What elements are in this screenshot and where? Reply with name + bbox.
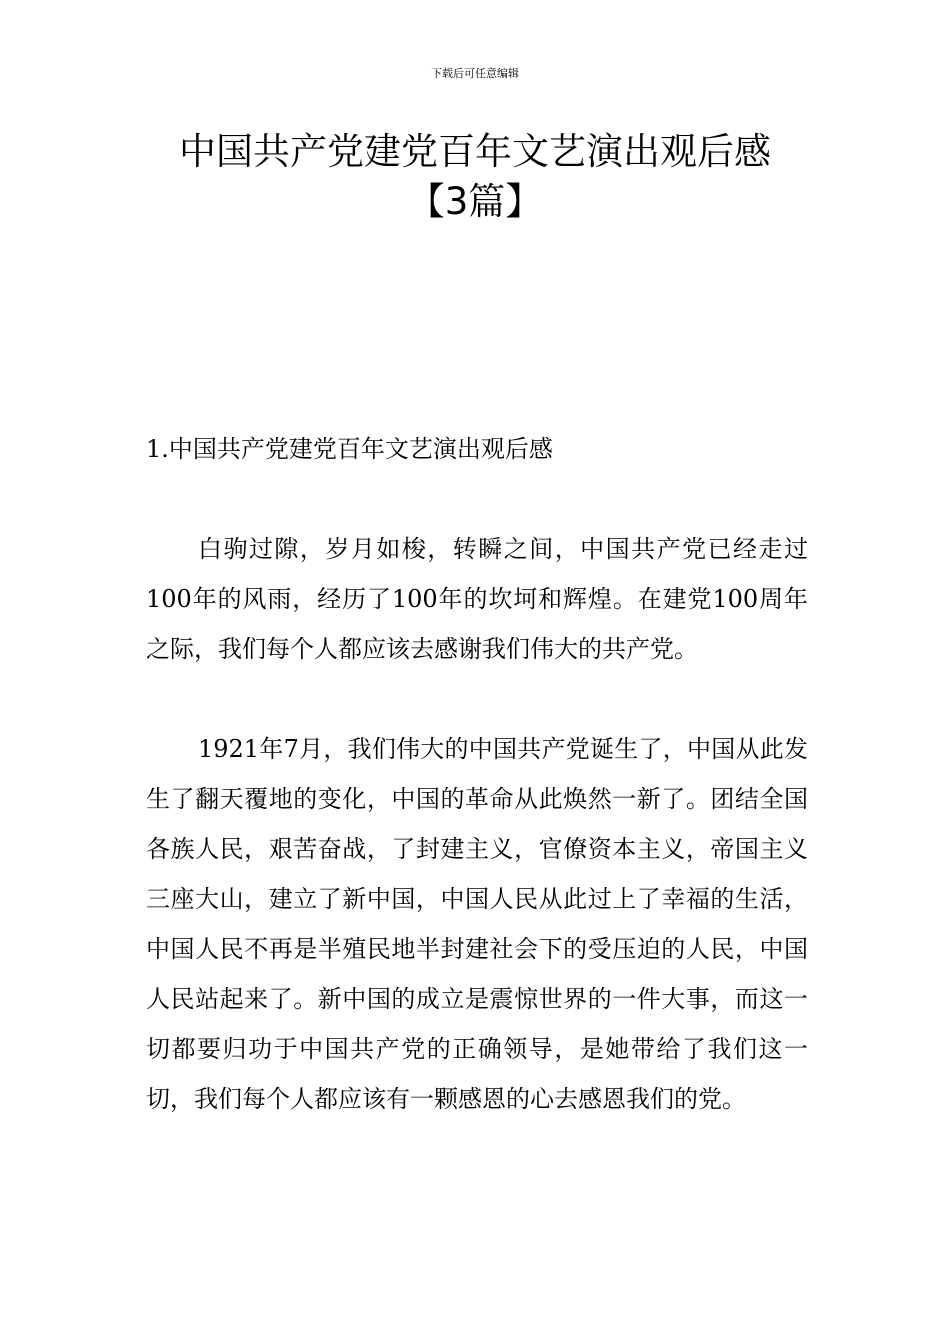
document-title: 中国共产党建党百年文艺演出观后感【3篇】 <box>179 130 771 223</box>
paragraph-2: 1921年7月，我们伟大的中国共产党诞生了，中国从此发生了翻天覆地的变化，中国的革命从此焕然一新了。团结全国各族人民，艰苦奋战，了封建主义，官僚资本主义，帝国主义三座大山，建立了新中国，中国人民从此过上了幸福的生活，中国人民不再是半殖民地半封建社会下的受压迫的人民，中国人民站起来了。新中国的成立是震惊世界的一件大事，而这一切都要归功于中国共产党的正确领导，是她带给了我们这一切，我们每个人都应该有一颗感恩的心去感恩我们的党。 <box>146 735 808 1113</box>
header-note: 下载后可任意编辑 <box>431 67 519 80</box>
paragraph-1: 白驹过隙，岁月如梭，转瞬之间，中国共产党已经走过100年的风雨，经历了100年的坎坷和辉煌。在建党100周年之际，我们每个人都应该去感谢我们伟大的共产党。 <box>146 535 808 663</box>
section-heading: 1.中国共产党建党百年文艺演出观后感 <box>146 435 553 463</box>
